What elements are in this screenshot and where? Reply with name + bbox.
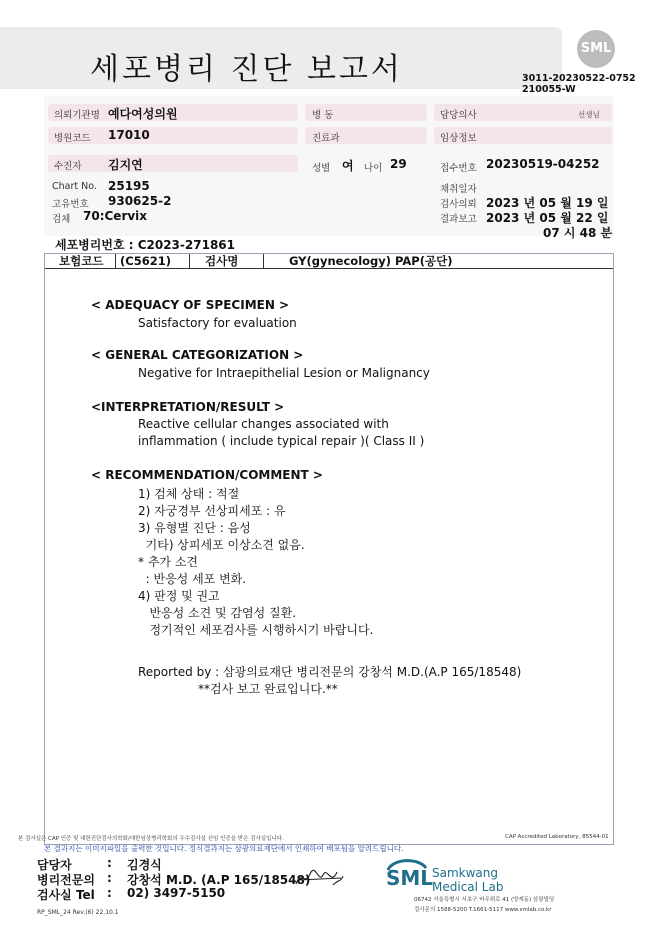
dept-label: 진료과 bbox=[312, 133, 340, 144]
print-notice: 본 결과지는 이미지파일을 출력한 것입니다. 정식결과지는 삼광의료재단에서 인쇄하여 배포됨을 알려드립니다. bbox=[44, 844, 404, 853]
request-label: 검사의뢰 bbox=[440, 199, 477, 210]
cap-accreditation: CAP Accredited Laboratory, 85544-01 bbox=[505, 834, 609, 840]
brand-name-2: Medical Lab bbox=[432, 880, 504, 894]
code-value: 17010 bbox=[108, 128, 150, 142]
reported-by: Reported by : 삼광의료재단 병리전문의 강창석 M.D.(A.P 165/18548) bbox=[138, 665, 522, 679]
recommendation-heading: < RECOMMENDATION/COMMENT > bbox=[91, 468, 323, 482]
brand-sml-text: SML bbox=[386, 866, 434, 890]
interpretation-text-1: Reactive cellular changes associated with bbox=[138, 417, 389, 431]
logo-text: SML bbox=[580, 41, 612, 56]
ward-label: 병 동 bbox=[312, 110, 334, 121]
cap-notice: 본 검사실은 CAP 인증 및 대한진단검사의학회/대한임상병리학회의 우수검사실 신임 인증을 받은 검사실입니다. bbox=[18, 836, 284, 842]
pathologist-label: 병리전문의 bbox=[37, 873, 95, 887]
receipt-value: 20230519-04252 bbox=[486, 157, 600, 171]
tel-label: 검사실 Tel bbox=[37, 888, 95, 902]
general-heading: < GENERAL CATEGORIZATION > bbox=[91, 348, 304, 362]
doctor-suffix: 선생님 bbox=[578, 110, 600, 119]
pathologist-value: 강창석 M.D. (A.P 165/18548) bbox=[127, 873, 311, 887]
rec-line: : 반응성 세포 변화. bbox=[138, 572, 247, 586]
rec-line: 3) 유형별 진단 : 음성 bbox=[138, 521, 251, 535]
lab-contact: 검사문의 1588-5200 T.1661-5117 www.smlab.co.kr bbox=[414, 907, 552, 913]
hospital-label: 의뢰기관명 bbox=[54, 110, 100, 121]
collect-label: 채취일자 bbox=[440, 184, 477, 195]
chart-value: 25195 bbox=[108, 179, 150, 193]
report-complete: **검사 보고 완료입니다.** bbox=[198, 682, 338, 696]
brand-name-1: Samkwang bbox=[432, 866, 498, 880]
insurance-row bbox=[45, 254, 613, 269]
age-label: 나이 bbox=[364, 163, 383, 174]
lab-address: 06742 서울특별시 서초구 바우뫼로 41 (양재동) 삼광빌딩 bbox=[414, 897, 555, 903]
sex-value: 여 bbox=[342, 159, 354, 173]
request-value: 2023 년 05 월 19 일 bbox=[486, 196, 609, 210]
adequacy-heading: < ADEQUACY OF SPECIMEN > bbox=[91, 298, 290, 312]
rec-line: 4) 판정 및 권고 bbox=[138, 589, 220, 603]
report-body-box bbox=[44, 253, 614, 845]
rec-line: * 추가 소견 bbox=[138, 555, 198, 569]
colon: : bbox=[107, 856, 112, 870]
signature-icon bbox=[293, 866, 345, 890]
result-value: 2023 년 05 월 22 일 bbox=[486, 211, 609, 225]
receipt-label: 접수번호 bbox=[440, 163, 477, 174]
insurance-code-value: (C5621) bbox=[120, 254, 171, 268]
interpretation-heading: <INTERPRETATION/RESULT > bbox=[91, 400, 285, 414]
divider bbox=[263, 254, 264, 268]
result-time: 07 시 48 분 bbox=[543, 226, 613, 240]
name-pill bbox=[48, 155, 298, 172]
report-title: 세포병리 진단 보고서 bbox=[90, 52, 403, 87]
general-text: Negative for Intraepithelial Lesion or Malignancy bbox=[138, 366, 430, 380]
interpretation-text-2: inflammation ( include typical repair )( Class II ) bbox=[138, 434, 425, 448]
age-value: 29 bbox=[390, 157, 407, 171]
unique-value: 930625-2 bbox=[108, 194, 172, 208]
sex-label: 성별 bbox=[312, 163, 331, 174]
colon: : bbox=[107, 886, 112, 900]
rec-line: 반응성 소견 및 감염성 질환. bbox=[138, 606, 297, 620]
request-number-1: 3011-20230522-0752 bbox=[522, 73, 636, 84]
code-label: 병원코드 bbox=[54, 133, 91, 144]
sml-logo-icon bbox=[577, 30, 615, 68]
unique-label: 고유번호 bbox=[52, 199, 89, 210]
rec-line: 2) 자궁경부 선상피세포 : 유 bbox=[138, 504, 286, 518]
form-code: RP_SML_24 Rev.(6) 22.10.1 bbox=[37, 909, 119, 916]
tel-value: 02) 3497-5150 bbox=[127, 886, 226, 900]
result-label: 결과보고 bbox=[440, 214, 477, 225]
hospital-value: 예다여성의원 bbox=[108, 107, 178, 121]
specimen-value: 70:Cervix bbox=[83, 209, 148, 223]
manager-value: 김경식 bbox=[127, 858, 162, 872]
manager-label: 담당자 bbox=[37, 858, 72, 872]
rec-line: 1) 검체 상태 : 적절 bbox=[138, 487, 240, 501]
doctor-label: 담당의사 bbox=[440, 110, 477, 121]
clinical-label: 임상정보 bbox=[440, 133, 477, 144]
cytology-number: 세포병리번호 : C2023-271861 bbox=[55, 238, 235, 252]
rec-line: 정기적인 세포검사를 시행하시기 바랍니다. bbox=[138, 623, 374, 637]
test-name-label: 검사명 bbox=[205, 254, 239, 268]
specimen-label: 검체 bbox=[52, 214, 71, 225]
divider bbox=[189, 254, 190, 268]
rec-line: 기타) 상피세포 이상소견 없음. bbox=[138, 538, 305, 552]
chart-label: Chart No. bbox=[52, 181, 97, 192]
divider bbox=[115, 254, 116, 268]
request-number-2: 210055-W bbox=[522, 84, 576, 95]
name-value: 김지연 bbox=[108, 158, 143, 172]
insurance-code-label: 보험코드 bbox=[59, 254, 104, 268]
adequacy-text: Satisfactory for evaluation bbox=[138, 316, 297, 330]
colon: : bbox=[107, 871, 112, 885]
test-name-value: GY(gynecology) PAP(공단) bbox=[289, 254, 453, 268]
name-label: 수진자 bbox=[54, 161, 82, 172]
